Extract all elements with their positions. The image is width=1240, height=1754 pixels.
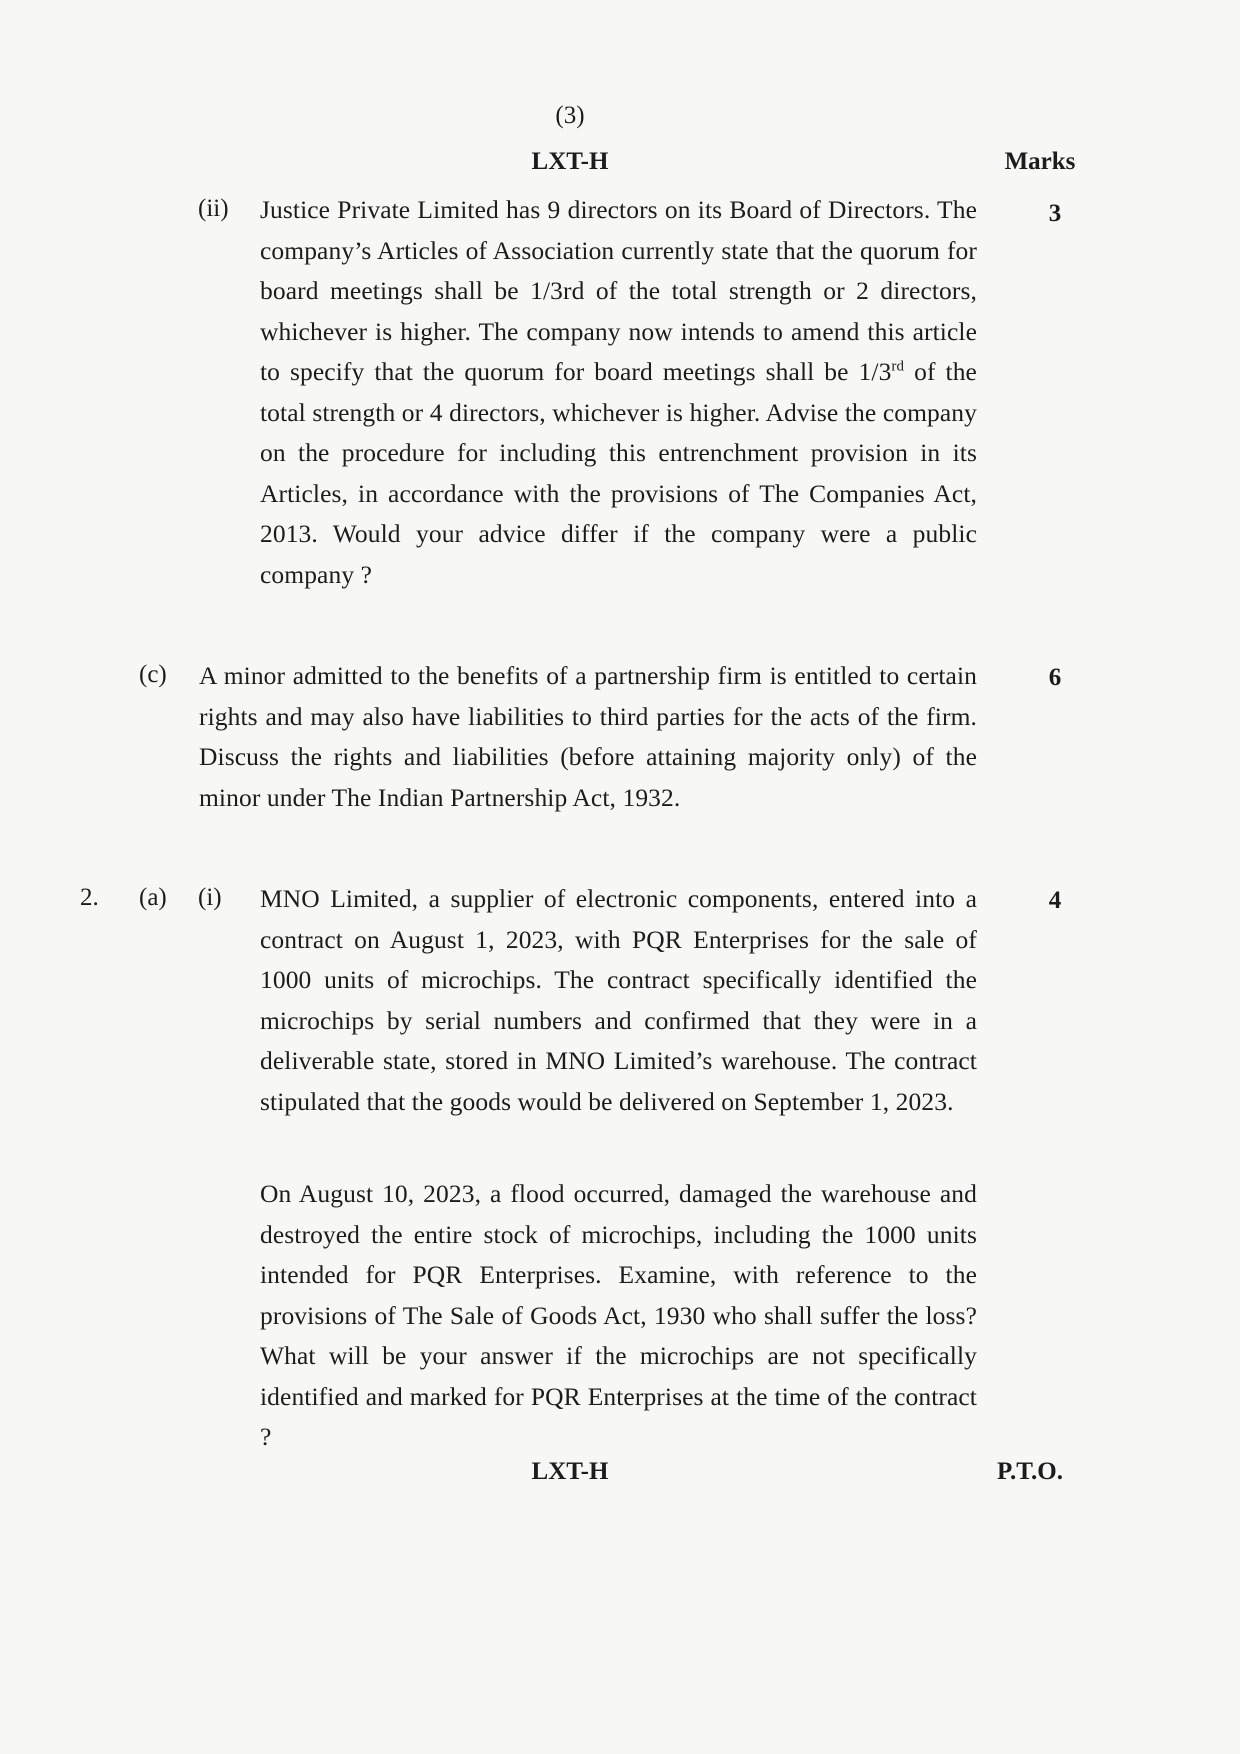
superscript-rd: rd <box>891 358 905 375</box>
question-number-2: 2. <box>80 884 99 911</box>
question-text-2a-i-para1: MNO Limited, a supplier of electronic components, entered into a contract on August 1, 2023, with PQR Enterprises for the sale of 1000 units of microchips. The contract specifically identified the microchips by serial numbers and confirmed that they were in a deliverable state, stored in MNO Limited’s warehouse. The contract stipulated that the goods would be delivered on September 1, 2023. <box>260 884 977 1116</box>
page-number: (3) <box>555 102 585 129</box>
marks-1b-ii: 3 <box>1048 200 1062 227</box>
question-label-i: (i) <box>198 884 222 911</box>
question-label-a: (a) <box>139 884 167 911</box>
question-label-ii: (ii) <box>198 195 229 222</box>
question-text-2a-i-para2: On August 10, 2023, a flood occurred, damaged the warehouse and destroyed the entire stock of microchips, including the 1000 units intended for PQR Enterprises. Examine, with reference to the provisions of The Sale of Goods Act, 1930 who shall suffer the loss? What will be your answer if the microchips are not specifically identified and marked for PQR Enterprises at the time of the contract ? <box>260 1179 977 1451</box>
marks-2a-i: 4 <box>1048 887 1062 914</box>
paper-code-footer: LXT-H <box>531 1458 609 1485</box>
marks-1c: 6 <box>1048 664 1062 691</box>
pto-label: P.T.O. <box>997 1458 1063 1485</box>
question-label-c: (c) <box>139 661 167 688</box>
marks-heading: Marks <box>1004 148 1076 175</box>
paper-code-header: LXT-H <box>531 148 609 175</box>
question-text-1b-ii-part2: of the total strength or 4 directors, whichever is higher. Advise the company on the procedure for including this entrenchment provision in its Articles, in accordance with the provisions of The Companies Act, 2013. Would your advice differ if the company were a public company ? <box>260 357 977 589</box>
question-text-1c: A minor admitted to the benefits of a partnership firm is entitled to certain rights and may also have liabilities to third parties for the acts of the firm. Discuss the rights and liabilities (before attaining majority only) of the minor under The Indian Partnership Act, 1932. <box>199 661 977 812</box>
question-text-1b-ii-part1: Justice Private Limited has 9 directors on its Board of Directors. The company’s Articles of Association currently state that the quorum for board meetings shall be 1/3rd of the total strength or 2 directors, whichever is higher. The company now intends to amend this article to specify that the quorum for board meetings shall be 1/3 <box>260 195 977 386</box>
question-text-1b-ii <box>260 190 977 595</box>
